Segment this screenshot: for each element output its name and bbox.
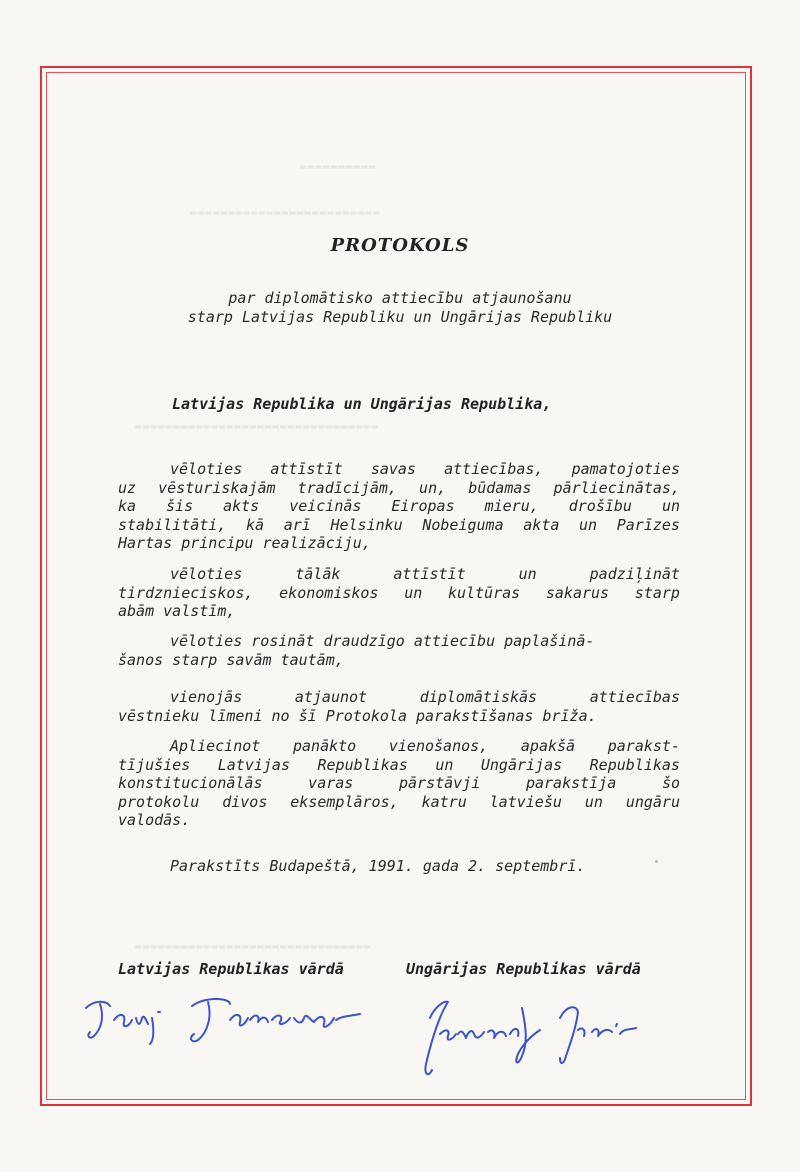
word: arī xyxy=(283,515,311,534)
word: panākto xyxy=(292,737,357,755)
paragraph-line xyxy=(118,756,680,775)
word: vēsturiskajām xyxy=(158,478,276,497)
word: parakstīja xyxy=(525,774,617,792)
word: ka xyxy=(118,497,137,515)
word: un xyxy=(435,755,454,774)
word: šanos starp savām tautām, xyxy=(118,650,344,669)
word: vienojās xyxy=(170,688,243,706)
word: veicinās xyxy=(289,497,362,515)
word: latviešu xyxy=(489,792,562,811)
paragraph-line xyxy=(118,584,680,603)
word: pārstāvji xyxy=(399,774,481,792)
paragraph-line xyxy=(118,737,680,756)
paragraph-line xyxy=(118,774,680,793)
paragraph-line xyxy=(118,707,680,726)
word: katru xyxy=(421,792,467,811)
word: abām valstīm, xyxy=(118,602,236,620)
word: kā xyxy=(246,515,265,534)
contracting-parties: Latvijas Republika un Ungārijas Republika, xyxy=(172,395,552,413)
word: protokolu xyxy=(118,792,200,811)
word: valodās. xyxy=(118,811,191,829)
word: Helsinku xyxy=(330,515,403,534)
agreement-paragraph xyxy=(118,688,680,725)
word: un xyxy=(584,792,603,811)
word: padziļināt xyxy=(589,565,680,583)
paragraph-line xyxy=(118,602,680,621)
word: konstitucionālās xyxy=(118,774,263,792)
word: varas xyxy=(308,774,354,792)
word: tirdznieciskos, xyxy=(118,583,254,602)
word: atjaunot xyxy=(294,688,368,706)
word: un xyxy=(518,565,537,583)
signature-hungary xyxy=(410,978,650,1092)
word: stabilitāti, xyxy=(118,515,227,534)
word: tījušies xyxy=(118,755,191,774)
bleed-through-mark: ▬▬▬▬▬▬▬▬▬▬▬▬▬▬▬▬▬▬▬▬▬▬▬▬▬▬▬▬▬▬▬ xyxy=(135,940,372,953)
word: un, xyxy=(419,478,447,497)
word: būdamas xyxy=(468,478,532,497)
word: sakarus xyxy=(545,583,610,602)
word: kultūras xyxy=(447,583,521,602)
paragraph-line xyxy=(118,632,680,651)
word: pamatojoties xyxy=(571,460,680,478)
word: eksemplāros, xyxy=(290,792,399,811)
word: Latvijas xyxy=(217,755,290,774)
word: Republikas xyxy=(589,755,680,774)
attestation-paragraph xyxy=(118,737,680,830)
word: Republikas xyxy=(317,755,408,774)
signatory-label-latvia: Latvijas Republikas vārdā xyxy=(118,960,344,978)
word: starp xyxy=(634,583,680,602)
paragraph-line xyxy=(118,565,680,584)
signature-latvia xyxy=(80,990,380,1054)
word: akts xyxy=(223,497,260,515)
paragraph-line xyxy=(118,811,680,830)
paragraph-line xyxy=(118,534,680,553)
word: attiecības xyxy=(589,688,680,706)
document-subtitle-line-1: par diplomātisko attiecību atjaunošanu xyxy=(228,289,572,307)
bleed-through-mark: ▬▬▬▬▬▬▬▬▬▬ xyxy=(300,160,377,173)
word: ungāru xyxy=(625,792,680,811)
place-and-date: Parakstīts Budapeštā, 1991. gada 2. septembrī. xyxy=(170,857,586,875)
word: un xyxy=(404,583,423,602)
bleed-through-mark: ▬▬▬▬▬▬▬▬▬▬▬▬▬▬▬▬▬▬▬▬▬▬▬▬▬ xyxy=(190,206,381,219)
word: divos xyxy=(222,792,268,811)
word: attīstīt xyxy=(270,460,343,478)
document-title: PROTOKOLS xyxy=(330,235,470,256)
word: vēloties rosināt draudzīgo attiecību paplašinā- xyxy=(170,632,595,650)
signatory-label-hungary: Ungārijas Republikas vārdā xyxy=(406,960,641,978)
word: attiecības, xyxy=(444,460,544,478)
word: Ungārijas xyxy=(480,755,563,774)
word: tradīcijām, xyxy=(297,478,397,497)
word: un xyxy=(579,515,598,534)
word: šo xyxy=(661,774,680,792)
word: un xyxy=(661,497,680,515)
preamble-paragraph-2 xyxy=(118,565,680,621)
word: pārliecinātas, xyxy=(553,478,680,497)
word: Parīzes xyxy=(616,515,680,534)
word: Nobeiguma xyxy=(422,515,504,534)
word: vēloties xyxy=(170,460,243,478)
word: diplomātiskās xyxy=(419,688,538,706)
word: ekonomiskos xyxy=(279,583,379,602)
paragraph-line xyxy=(118,497,680,516)
word: attīstīt xyxy=(393,565,466,583)
word: uz xyxy=(118,478,137,497)
word: drošību xyxy=(568,497,632,515)
paragraph-line xyxy=(118,793,680,812)
word: mieru, xyxy=(484,497,539,515)
preamble-paragraph-3 xyxy=(118,632,680,669)
document-subtitle-line-2: starp Latvijas Republiku un Ungārijas Republiku xyxy=(187,308,613,326)
bleed-through-mark: ▬▬▬▬▬▬▬▬▬▬▬▬▬▬▬▬▬▬▬▬▬▬▬▬▬▬▬▬▬▬▬▬ xyxy=(135,420,379,433)
paragraph-line xyxy=(118,516,680,535)
preamble-paragraph-1 xyxy=(118,460,680,553)
word: tālāk xyxy=(295,565,341,583)
paragraph-line xyxy=(118,460,680,479)
word: apakšā xyxy=(520,737,576,755)
paragraph-line xyxy=(118,479,680,498)
paragraph-line xyxy=(118,651,680,670)
word: Eiropas xyxy=(391,497,455,515)
word: savas xyxy=(370,460,416,478)
paragraph-line xyxy=(118,688,680,707)
word: Apliecinot xyxy=(170,737,261,755)
word: akta xyxy=(523,515,560,534)
word: šis xyxy=(166,497,194,515)
word: vēloties xyxy=(170,565,243,583)
word: Hartas principu realizāciju, xyxy=(118,534,371,552)
word: vēstnieku līmeni no šī Protokola parakstīšanas brīža. xyxy=(118,706,597,725)
word: vienošanos, xyxy=(388,737,489,755)
word: parakst- xyxy=(607,737,680,755)
